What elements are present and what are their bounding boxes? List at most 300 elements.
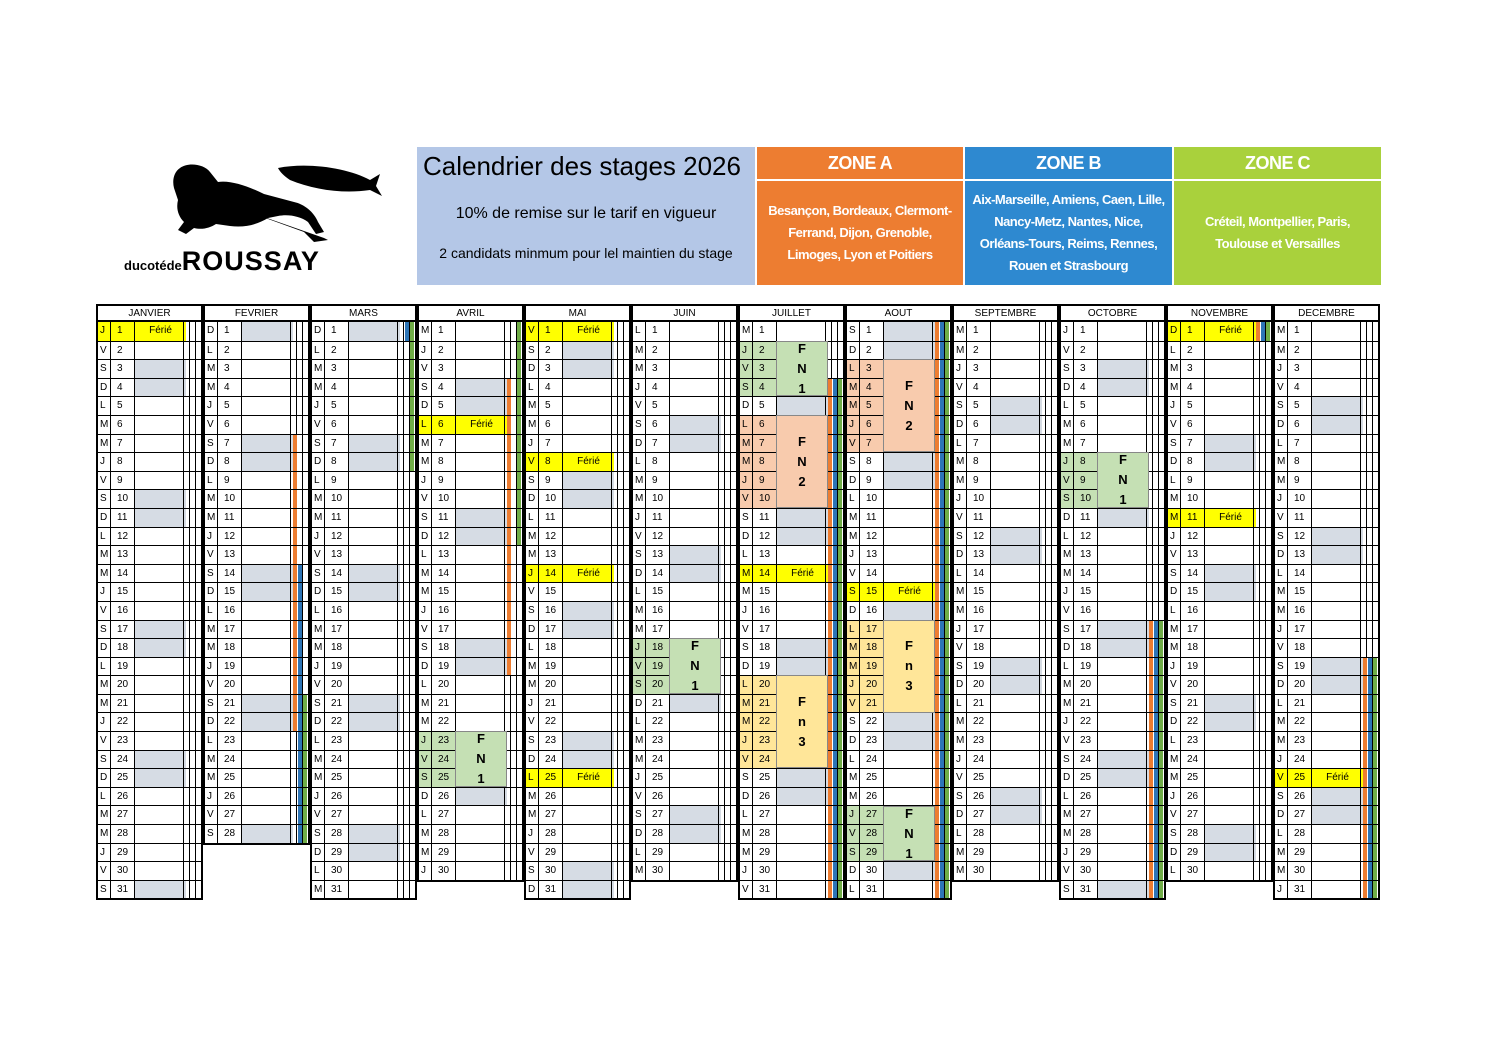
day-letter: M (956, 586, 965, 598)
day-row (1061, 620, 1164, 639)
day-row (526, 582, 629, 601)
day-number: 27 (217, 806, 241, 824)
day-letter: M (100, 549, 109, 561)
day-letter: V (528, 846, 535, 858)
day-number: 26 (859, 788, 883, 806)
day-row (98, 712, 201, 731)
holiday-bars (397, 472, 415, 490)
event-cell (669, 342, 721, 360)
zone-a-holiday-bar (828, 713, 832, 731)
day-number: 24 (324, 751, 348, 769)
day-number: 25 (1073, 769, 1097, 787)
zone-b-holiday-bar (833, 509, 837, 527)
event-cell (1204, 416, 1256, 434)
day-row (1275, 527, 1378, 546)
day-row (1168, 601, 1271, 620)
zone-c-holiday-bar (1159, 769, 1163, 787)
day-number: 3 (110, 360, 134, 378)
holiday-bars (718, 546, 736, 564)
month-name: JUIN (631, 304, 738, 322)
day-row (205, 601, 308, 620)
day-row (954, 638, 1057, 657)
day-letter: J (740, 732, 752, 750)
holiday-bars (1360, 881, 1378, 899)
day-row (312, 787, 415, 806)
day-number: 28 (1073, 825, 1097, 843)
zone-a-holiday-bar (1149, 825, 1153, 843)
holiday-bars (932, 565, 950, 583)
day-letter: L (956, 437, 962, 449)
holiday-bars (183, 583, 201, 601)
day-number: 25 (966, 769, 990, 787)
zone-b-holiday-bar (298, 583, 302, 601)
holiday-bars (397, 806, 415, 824)
day-letter: V (847, 825, 859, 843)
holiday-bars (290, 416, 308, 434)
day-letter: M (1170, 642, 1179, 654)
month-name: AVRIL (417, 304, 524, 322)
day-row (1275, 750, 1378, 769)
day-row (1061, 843, 1164, 862)
day-number: 7 (966, 435, 990, 453)
holiday-bars (1039, 732, 1057, 750)
day-letter: L (314, 604, 320, 616)
day-row (526, 712, 629, 731)
ferie-cell: Férié (562, 453, 614, 471)
day-letter: M (742, 846, 751, 858)
holiday-bars (183, 844, 201, 862)
day-letter: M (1063, 437, 1072, 449)
day-number: 28 (752, 825, 776, 843)
event-cell (241, 751, 293, 769)
day-row (740, 843, 843, 862)
day-number: 28 (324, 825, 348, 843)
day-letter: S (207, 697, 214, 709)
zone-c-holiday-bar (410, 379, 414, 397)
holiday-bars (1360, 844, 1378, 862)
holiday-bars (1360, 397, 1378, 415)
day-row (847, 582, 950, 601)
holiday-bars (1146, 583, 1164, 601)
day-letter: M (849, 772, 858, 784)
day-row (205, 731, 308, 750)
month-days (952, 322, 1059, 882)
day-letter: J (742, 604, 747, 616)
day-row (205, 434, 308, 453)
day-row (1061, 712, 1164, 731)
holiday-bars (183, 397, 201, 415)
zone-c-holiday-bar (838, 472, 842, 490)
day-number: 30 (859, 862, 883, 880)
day-letter: D (1063, 772, 1071, 784)
event-cell (990, 639, 1042, 657)
day-letter: M (1277, 735, 1286, 747)
holiday-bars (1253, 676, 1271, 694)
day-number: 29 (645, 844, 669, 862)
day-row (1061, 434, 1164, 453)
day-letter: M (847, 658, 859, 676)
day-letter: J (635, 511, 640, 523)
day-letter: J (1277, 493, 1282, 505)
zone-a-holiday-bar (293, 528, 297, 546)
stage-block (883, 359, 935, 452)
day-letter: M (207, 642, 216, 654)
day-letter: V (847, 695, 859, 713)
holiday-bars (1360, 825, 1378, 843)
day-row (419, 434, 522, 453)
holiday-bars (1360, 658, 1378, 676)
month-days (1059, 322, 1166, 900)
day-letter: M (1277, 865, 1286, 877)
event-cell (669, 322, 721, 341)
zone-c-holiday-bar (945, 676, 949, 694)
holiday-bars (718, 602, 736, 620)
day-number: 21 (752, 695, 776, 713)
holiday-bars (183, 732, 201, 750)
holiday-bars (1146, 695, 1164, 713)
holiday-bars (1253, 546, 1271, 564)
zone-b-holiday-bar (940, 621, 944, 639)
day-letter: D (207, 456, 215, 468)
holiday-bars (825, 825, 843, 843)
day-row (98, 675, 201, 694)
event-cell (241, 416, 293, 434)
stage-label-char: F (905, 805, 913, 821)
event-cell (134, 825, 186, 843)
event-cell (134, 658, 186, 676)
day-row (205, 824, 308, 843)
stage-label-char: n (905, 658, 913, 674)
day-letter: V (314, 679, 321, 691)
day-letter: S (207, 437, 214, 449)
day-letter: L (742, 809, 748, 821)
day-letter: J (207, 660, 212, 672)
day-number: 20 (324, 676, 348, 694)
day-letter: S (100, 623, 107, 635)
holiday-bars (290, 322, 308, 341)
day-letter: J (526, 565, 538, 583)
event-cell (562, 490, 614, 508)
holiday-bars (504, 322, 522, 341)
zone-a-holiday-bar (507, 379, 511, 397)
day-number: 10 (538, 490, 562, 508)
day-number: 13 (324, 546, 348, 564)
event-cell (776, 658, 828, 676)
day-row (1168, 322, 1271, 341)
zone-b-holiday-bar (940, 453, 944, 471)
zone-c-holiday-bar (945, 788, 949, 806)
event-cell (1311, 509, 1363, 527)
ferie-cell: Férié (776, 565, 828, 583)
event-cell (241, 342, 293, 360)
event-cell (669, 453, 721, 471)
day-row (1168, 805, 1271, 824)
event-cell (883, 713, 935, 731)
day-letter: M (742, 586, 751, 598)
zone-b-holiday-bar (1154, 825, 1158, 843)
day-number: 3 (1180, 360, 1204, 378)
day-row (312, 489, 415, 508)
zone-c-holiday-bar (1159, 788, 1163, 806)
day-number: 11 (645, 509, 669, 527)
holiday-bars (1039, 788, 1057, 806)
event-cell (134, 546, 186, 564)
day-number: 29 (1073, 844, 1097, 862)
zone-a-holiday-bar (828, 844, 832, 862)
event-cell (1097, 695, 1149, 713)
event-cell (1204, 379, 1256, 397)
day-letter: V (1170, 679, 1177, 691)
zone-b-holiday-bar (1154, 806, 1158, 824)
holiday-bars (1146, 602, 1164, 620)
day-letter: J (635, 772, 640, 784)
day-number: 11 (752, 509, 776, 527)
holiday-bars (504, 490, 522, 508)
day-number: 8 (431, 453, 455, 471)
day-row (954, 378, 1057, 397)
day-number: 13 (752, 546, 776, 564)
event-cell (1204, 732, 1256, 750)
day-number: 17 (1180, 621, 1204, 639)
zone-c-holiday-bar (945, 509, 949, 527)
event-cell (348, 713, 400, 731)
day-letter: D (1063, 381, 1071, 393)
zone-c-holiday-bar (1373, 676, 1377, 694)
zone-a-holiday-bar (828, 788, 832, 806)
holiday-bars (1146, 788, 1164, 806)
zone-c-holiday-bar (945, 751, 949, 769)
day-number: 29 (752, 844, 776, 862)
day-letter: J (314, 530, 319, 542)
day-letter: M (635, 735, 644, 747)
event-cell (1204, 695, 1256, 713)
holiday-bars (504, 583, 522, 601)
zone-a-holiday-bar (935, 602, 939, 620)
holiday-bars (932, 583, 950, 601)
logo-small-text: ducotéde (124, 258, 182, 273)
day-letter: S (1170, 828, 1177, 840)
zone-a-holiday-bar (1363, 732, 1367, 750)
holiday-bars (290, 565, 308, 583)
day-row (1275, 378, 1378, 397)
holiday-bars (1360, 862, 1378, 880)
day-letter: M (849, 530, 858, 542)
day-row (419, 843, 522, 862)
day-number: 29 (1287, 844, 1311, 862)
event-cell (562, 360, 614, 378)
holiday-bars (183, 472, 201, 490)
day-letter: M (742, 325, 751, 336)
day-row (847, 712, 950, 731)
event-cell (1097, 844, 1149, 862)
day-row (740, 396, 843, 415)
day-row (1275, 805, 1378, 824)
zone-a-holiday-bar (293, 621, 297, 639)
day-letter: L (956, 697, 962, 709)
day-row (954, 527, 1057, 546)
day-number: 18 (1073, 639, 1097, 657)
zone-a-holiday-bar (935, 435, 939, 453)
day-row (98, 805, 201, 824)
day-letter: M (1277, 846, 1286, 858)
month-name: MAI (524, 304, 631, 322)
day-row (954, 434, 1057, 453)
day-letter: M (314, 883, 323, 895)
day-number: 22 (110, 713, 134, 731)
event-cell (455, 472, 507, 490)
day-number: 15 (1287, 583, 1311, 601)
holiday-bars (183, 490, 201, 508)
day-number: 30 (1073, 862, 1097, 880)
day-row (205, 359, 308, 378)
holiday-bars (932, 322, 950, 341)
event-cell (669, 435, 721, 453)
zone-a-holiday-bar (293, 713, 297, 731)
day-row (1275, 694, 1378, 713)
event-cell (455, 658, 507, 676)
holiday-bars (1253, 453, 1271, 471)
day-number: 21 (431, 695, 455, 713)
day-letter: J (849, 549, 854, 561)
zone-a-holiday-bar (293, 490, 297, 508)
holiday-bars (504, 806, 522, 824)
day-letter: L (956, 828, 962, 840)
zone-a-holiday-bar (935, 862, 939, 880)
day-row (419, 564, 522, 583)
day-number: 12 (645, 528, 669, 546)
day-row (954, 564, 1057, 583)
day-letter: D (849, 735, 857, 747)
zone-b-holiday-bar (298, 565, 302, 583)
holiday-bars (1146, 342, 1164, 360)
day-row (1275, 322, 1378, 341)
event-cell (1204, 490, 1256, 508)
day-row (1168, 564, 1271, 583)
day-number: 14 (1180, 565, 1204, 583)
day-letter: M (421, 846, 430, 858)
zone-b-holiday-bar (940, 416, 944, 434)
day-row (312, 731, 415, 750)
zone-c-holiday-bar (945, 397, 949, 415)
event-cell (134, 881, 186, 899)
day-row (1168, 415, 1271, 434)
holiday-bars (290, 360, 308, 378)
zone-a-holiday-bar (1363, 769, 1367, 787)
day-row (954, 415, 1057, 434)
day-row (740, 527, 843, 546)
day-row (1061, 545, 1164, 564)
day-number: 23 (110, 732, 134, 750)
ferie-cell: Férié (455, 416, 507, 434)
day-number: 19 (966, 658, 990, 676)
zone-a-holiday-bar (1149, 713, 1153, 731)
day-number: 23 (431, 732, 455, 750)
day-number: 4 (538, 379, 562, 397)
event-cell (562, 416, 614, 434)
day-letter: V (635, 790, 642, 802)
holiday-bars (611, 695, 629, 713)
day-number: 14 (752, 565, 776, 583)
zone-c-holiday-bar (1373, 751, 1377, 769)
holiday-bars (1146, 639, 1164, 657)
event-cell (990, 862, 1042, 880)
event-cell (1311, 788, 1363, 806)
stage-label-char: 1 (1119, 492, 1127, 508)
zone-c-cities: Créteil, Montpellier, Paris, Toulouse et Versailles (1205, 214, 1350, 251)
day-row (1168, 712, 1271, 731)
day-number: 12 (431, 528, 455, 546)
event-cell (134, 583, 186, 601)
holiday-bars (183, 322, 201, 341)
day-row (205, 396, 308, 415)
zone-a-holiday-bar (828, 397, 832, 415)
zone-a-holiday-bar (828, 509, 832, 527)
day-number: 14 (859, 565, 883, 583)
day-letter: L (956, 567, 962, 579)
day-letter: D (421, 660, 429, 672)
zone-a-holiday-bar (507, 621, 511, 639)
zone-c-holiday-bar (838, 397, 842, 415)
zone-c-holiday-bar (1373, 695, 1377, 713)
event-cell (562, 379, 614, 397)
holiday-bars (290, 509, 308, 527)
event-cell (776, 639, 828, 657)
day-number: 24 (645, 751, 669, 769)
event-cell (990, 825, 1042, 843)
day-number: 17 (1287, 621, 1311, 639)
zone-a-holiday-bar (1363, 825, 1367, 843)
day-number: 17 (324, 621, 348, 639)
day-number: 12 (859, 528, 883, 546)
day-number: 22 (966, 713, 990, 731)
day-row (954, 545, 1057, 564)
event-cell (1204, 435, 1256, 453)
day-row (954, 675, 1057, 694)
day-number: 12 (538, 528, 562, 546)
day-number: 20 (431, 676, 455, 694)
day-number: 30 (431, 862, 455, 880)
day-row (312, 359, 415, 378)
event-cell (562, 788, 614, 806)
holiday-bars (1039, 528, 1057, 546)
day-letter: S (956, 400, 963, 412)
day-number: 4 (1073, 379, 1097, 397)
day-number: 11 (1180, 509, 1204, 527)
day-letter: J (847, 416, 859, 434)
day-letter: J (419, 732, 431, 750)
event-cell (348, 602, 400, 620)
day-letter: J (742, 865, 747, 877)
day-number: 27 (645, 806, 669, 824)
day-number: 12 (1073, 528, 1097, 546)
holiday-bars (397, 639, 415, 657)
day-row (98, 657, 201, 676)
day-number: 18 (538, 639, 562, 657)
day-row (1061, 824, 1164, 843)
event-cell (990, 621, 1042, 639)
event-cell (669, 751, 721, 769)
zone-c-holiday-bar (838, 751, 842, 769)
holiday-bars (718, 844, 736, 862)
day-number: 15 (1180, 583, 1204, 601)
holiday-bars (397, 621, 415, 639)
holiday-bars (1039, 379, 1057, 397)
day-letter: M (956, 735, 965, 747)
zone-a-holiday-bar (293, 695, 297, 713)
day-row (98, 768, 201, 787)
day-number: 7 (752, 435, 776, 453)
holiday-bars (932, 769, 950, 787)
